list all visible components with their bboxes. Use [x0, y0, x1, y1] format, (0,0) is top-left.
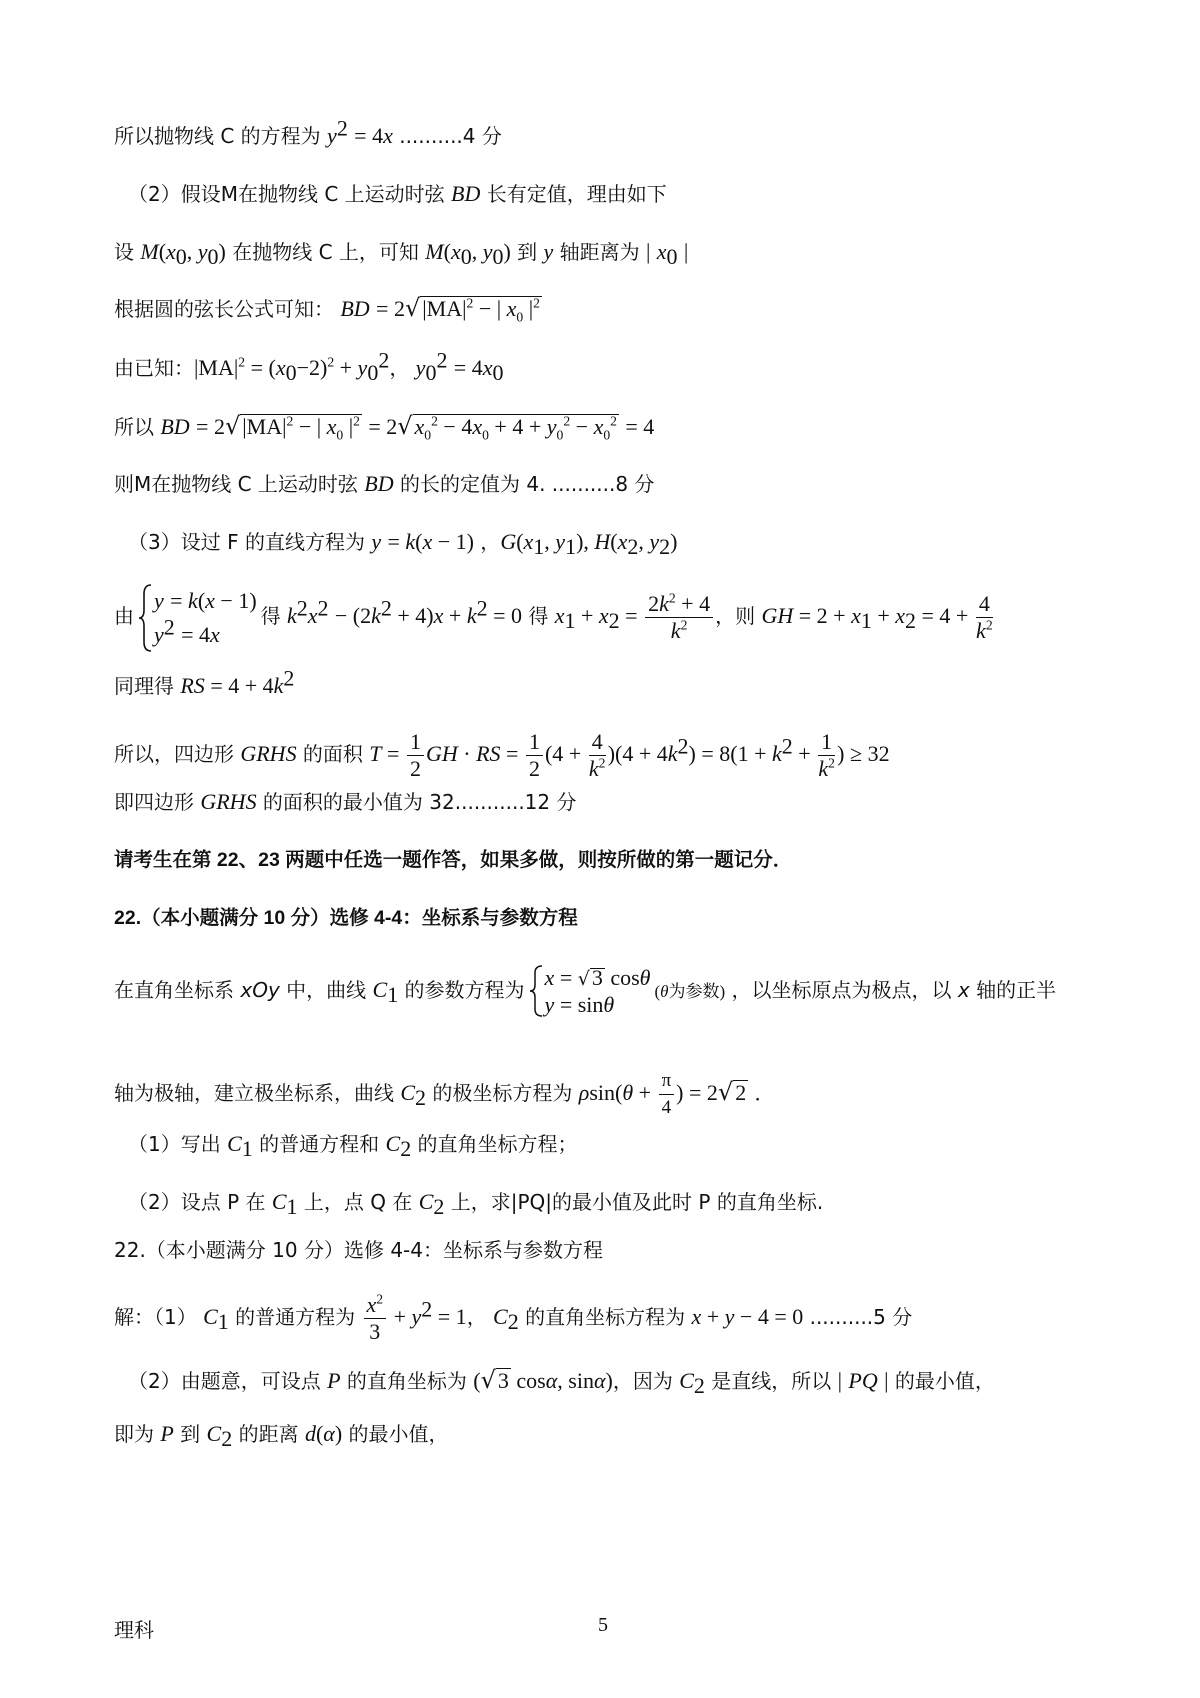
equation-system: y = k(x − 1) $y^2 = 4x$ [138, 584, 257, 652]
line-20: 解：（1） $C_1$ 的普通方程为 $\frac{x^2}{3}$ + $y^2 = 1$， $C_2$ 的直角坐标方程为 x + y − 4 = 0 ..........5 分 [114, 1291, 913, 1344]
line-6: 所以 BD = $2√|MA|^2$ − | $x_0$ $|^2 = 2√x_0^2 - 4x_0 + 4 + y_0^2 - x_0^2 = 4$ [114, 412, 655, 443]
line-3: 设 $M(x_0$, $y_0$) 在抛物线 C 上，可知 $M(x_0$, $y_0$) 到 y 轴距离为 | $x_0$ | [114, 239, 689, 269]
line-9: 由 y = k(x − 1) $y^2 = 4x$ 得 $k^2x^2 - (2k^2 + 4)x + k^2 = 0$ 得 $x_1 + x_2$ = $\frac{2k^2 + 4}{k^2}$ ，则 GH = $2 + x_1 + x_2 = 4$ + $\frac{4}{k^2}$ [114, 582, 995, 652]
line-10: 同理得 RS = $4 + 4k^2$ [114, 665, 295, 698]
parametric-system: x = √3 cosθ y = sinθ [529, 965, 651, 1019]
line-18: （2）设点 P 在 $C_1$ 上，点 Q 在 $C_2$ 上，求|PQ|的最小值及此时 P 的直角坐标. [128, 1189, 824, 1219]
line-17: （1）写出 $C_1$ 的普通方程和 $C_2$ 的直角坐标方程； [128, 1131, 578, 1161]
brace-icon [529, 965, 543, 1017]
line-12: 即四边形 GRHS 的面积的最小值为 32...........12 分 [114, 789, 577, 814]
line-21: （2）由题意，可设点 P 的直角坐标为 (√3 cosα, sinα)，因为 $C_2$ 是直线，所以 | PQ | 的最小值， [128, 1366, 995, 1398]
line-5: 由已知：$|MA|^2 = (x_0-2)^2 + y_0^2$， $y_0^2 = 4x_0$ [114, 347, 504, 385]
section-heading-22: 22.（本小题满分 10 分）选修 4-4：坐标系与参数方程 [114, 907, 578, 929]
line-7: 则M在抛物线 C 上运动时弦 BD 的长的定值为 4. ..........8 分 [114, 471, 655, 496]
footer-page-number: 5 [598, 1614, 608, 1636]
line-8: （3）设过 F 的直线方程为 y = k(x − 1) ，$G(x_1$, $y_1$), $H(x_2$, $y_2$) [128, 529, 678, 559]
line-1: 所以抛物线 C 的方程为 $y^2 = 4x$ ..........4 分 [114, 115, 502, 148]
line-2: （2）假设M在抛物线 C 上运动时弦 BD 长有定值，理由如下 [128, 181, 667, 206]
line-4: 根据圆的弦长公式可知： BD = $2√|MA|^2$ − | $x_0$ $|^2$ [114, 294, 540, 325]
brace-icon [138, 584, 152, 652]
line-11: 所以，四边形 GRHS 的面积 T = $\frac{1}{2}$ GH · RS = $\frac{1}{2}$ (4 + $\frac{4}{k^2}$ )$(4 + 4k^2) = 8(1 + k^2$ + $\frac{1}{k^2}$ ) ≥ 32 [114, 729, 890, 781]
footer-subject: 理科 [114, 1620, 154, 1642]
line-16: 轴为极轴，建立极坐标系，曲线 $C_2$ 的极坐标方程为 ρsin(θ + $\frac{\pi}{4}$ ) = 2√2 ． [114, 1070, 775, 1118]
line-13: 请考生在第 22、23 两题中任选一题作答，如果多做，则按所做的第一题记分． [114, 849, 793, 871]
line-22: 即为 P 到 $C_2$ 的距离 d(α) 的最小值， [114, 1421, 449, 1451]
line-19: 22.（本小题满分 10 分）选修 4-4：坐标系与参数方程 [114, 1238, 603, 1262]
line-15: 在直角坐标系 xOy 中，曲线 $C_1$ 的参数方程为 x = √3 cosθ y = sinθ (θ为参数) ，以坐标原点为极点，以 x 轴的正半 [114, 964, 1057, 1017]
